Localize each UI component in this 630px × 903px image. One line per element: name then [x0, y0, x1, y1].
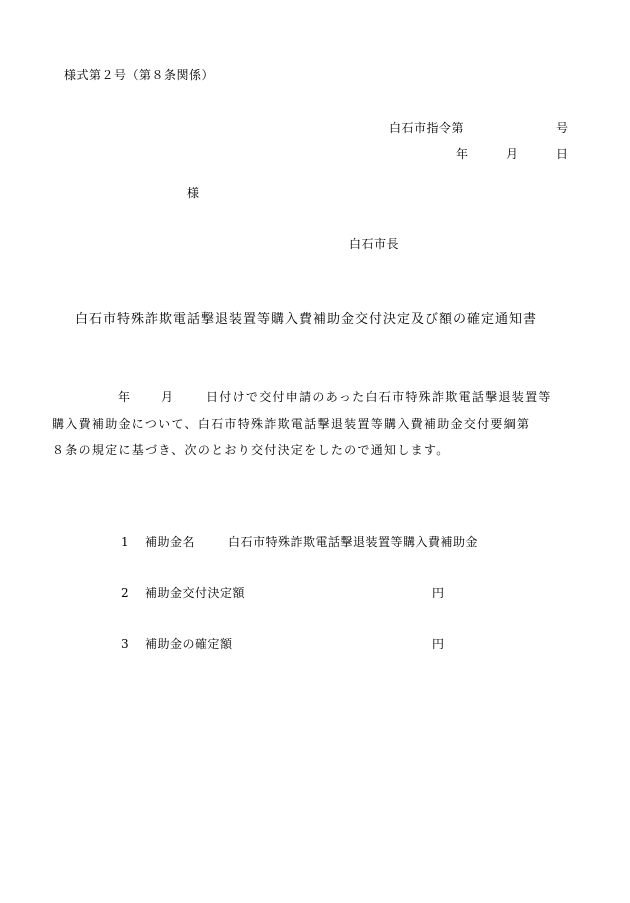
item-unit: 円	[432, 637, 445, 651]
item-number: 1	[121, 535, 130, 549]
date-year: 年	[456, 147, 469, 161]
doc-number-prefix: 白石市指令第	[389, 121, 465, 135]
item-value: 白石市特殊詐欺電話撃退装置等購入費補助金	[228, 535, 479, 549]
recipient-honorific: 様	[187, 186, 200, 200]
form-label: 様式第２号（第８条関係）	[64, 68, 215, 82]
body-line-3: ８条の規定に基づき、次のとおり交付決定をしたので通知します。	[52, 443, 450, 457]
doc-number-suffix: 号	[556, 121, 569, 135]
item-unit: 円	[432, 586, 445, 600]
item-label: 補助金交付決定額	[145, 586, 246, 600]
body-date-year: 年	[118, 390, 131, 404]
body-line-1: 日付けで交付申請のあった白石市特殊詐欺電話撃退装置等	[206, 390, 552, 404]
sender-name: 白石市長	[349, 237, 400, 251]
item-label: 補助金の確定額	[145, 637, 233, 651]
body-date-month: 月	[161, 390, 174, 404]
date-day: 日	[556, 147, 569, 161]
date-month: 月	[506, 147, 519, 161]
item-number: 2	[121, 586, 130, 600]
item-number: 3	[121, 637, 130, 651]
item-label: 補助金名	[145, 535, 196, 549]
body-line-2: 購入費補助金について、白石市特殊詐欺電話撃退装置等購入費補助金交付要綱第	[52, 417, 531, 431]
document-title: 白石市特殊詐欺電話撃退装置等購入費補助金交付決定及び額の確定通知書	[75, 312, 538, 327]
